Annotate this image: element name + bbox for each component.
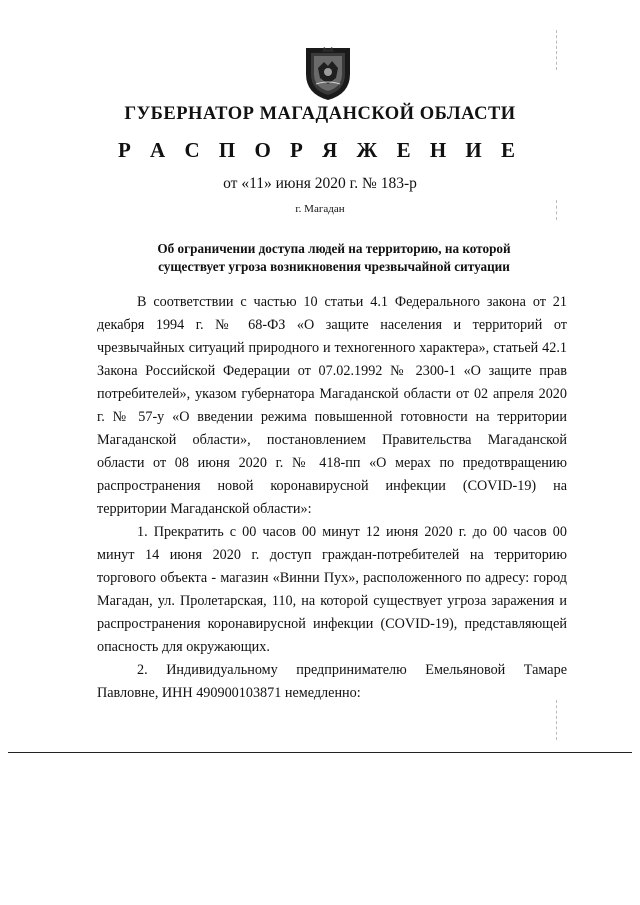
- subject-line-2: существует угроза возникновения чрезвычайной ситуации: [158, 259, 510, 274]
- issuer-title: ГУБЕРНАТОР МАГАДАНСКОЙ ОБЛАСТИ: [124, 104, 516, 124]
- coat-of-arms-icon: [300, 44, 356, 102]
- document-city: г. Магадан: [295, 203, 345, 215]
- document-subject: [136, 240, 532, 276]
- document-date-number: от «11» июня 2020 г. № 183-р: [223, 175, 417, 192]
- subject-line-1: Об ограничении доступа людей на территорию, на которой: [157, 241, 511, 256]
- scan-edge-line: [8, 752, 632, 753]
- item-2-paragraph: 2. Индивидуальному предпринимателю Емельяновой Тамаре Павловне, ИНН 490900103871 немедленно:: [97, 662, 567, 701]
- scan-artifact-line: [556, 700, 557, 740]
- preamble-paragraph: В соответствии с частью 10 статьи 4.1 Федерального закона от 21 декабря 1994 г. № 68-ФЗ «О защите населения и территорий от чрезвычайных ситуаций природного и техногенного характера», статьей 42.1 Закона Российской Федерации от 07.02.1992 № 2300-1 «О защите прав потребителей», указом губернатора Магаданской области от 02 апреля 2020 г. № 57-у «О введении режима повышенной готовности на территории Магаданской области», постановлением Правительства Магаданской области от 08 июня 2020 г. № 418-пп «О мерах по предотвращению распространения новой коронавирусной инфекции (COVID-19) на территории Магаданской области»:: [97, 294, 567, 517]
- item-1-paragraph: 1. Прекратить с 00 часов 00 минут 12 июня 2020 г. до 00 часов 00 минут 14 июня 2020 г. доступ граждан-потребителей на территорию торгового объекта - магазин «Винни Пух», расположенного по адресу: город Магадан, ул. Пролетарская, 110, на которой существует угроза заражения и распространения коронавирусной инфекции (COVID-19), представляющей опасность для окружающих.: [97, 524, 567, 655]
- scan-artifact-line: [556, 200, 557, 220]
- document-body: [97, 291, 567, 705]
- document-type: Р А С П О Р Я Ж Е Н И Е: [117, 138, 523, 162]
- scan-artifact-line: [556, 30, 557, 70]
